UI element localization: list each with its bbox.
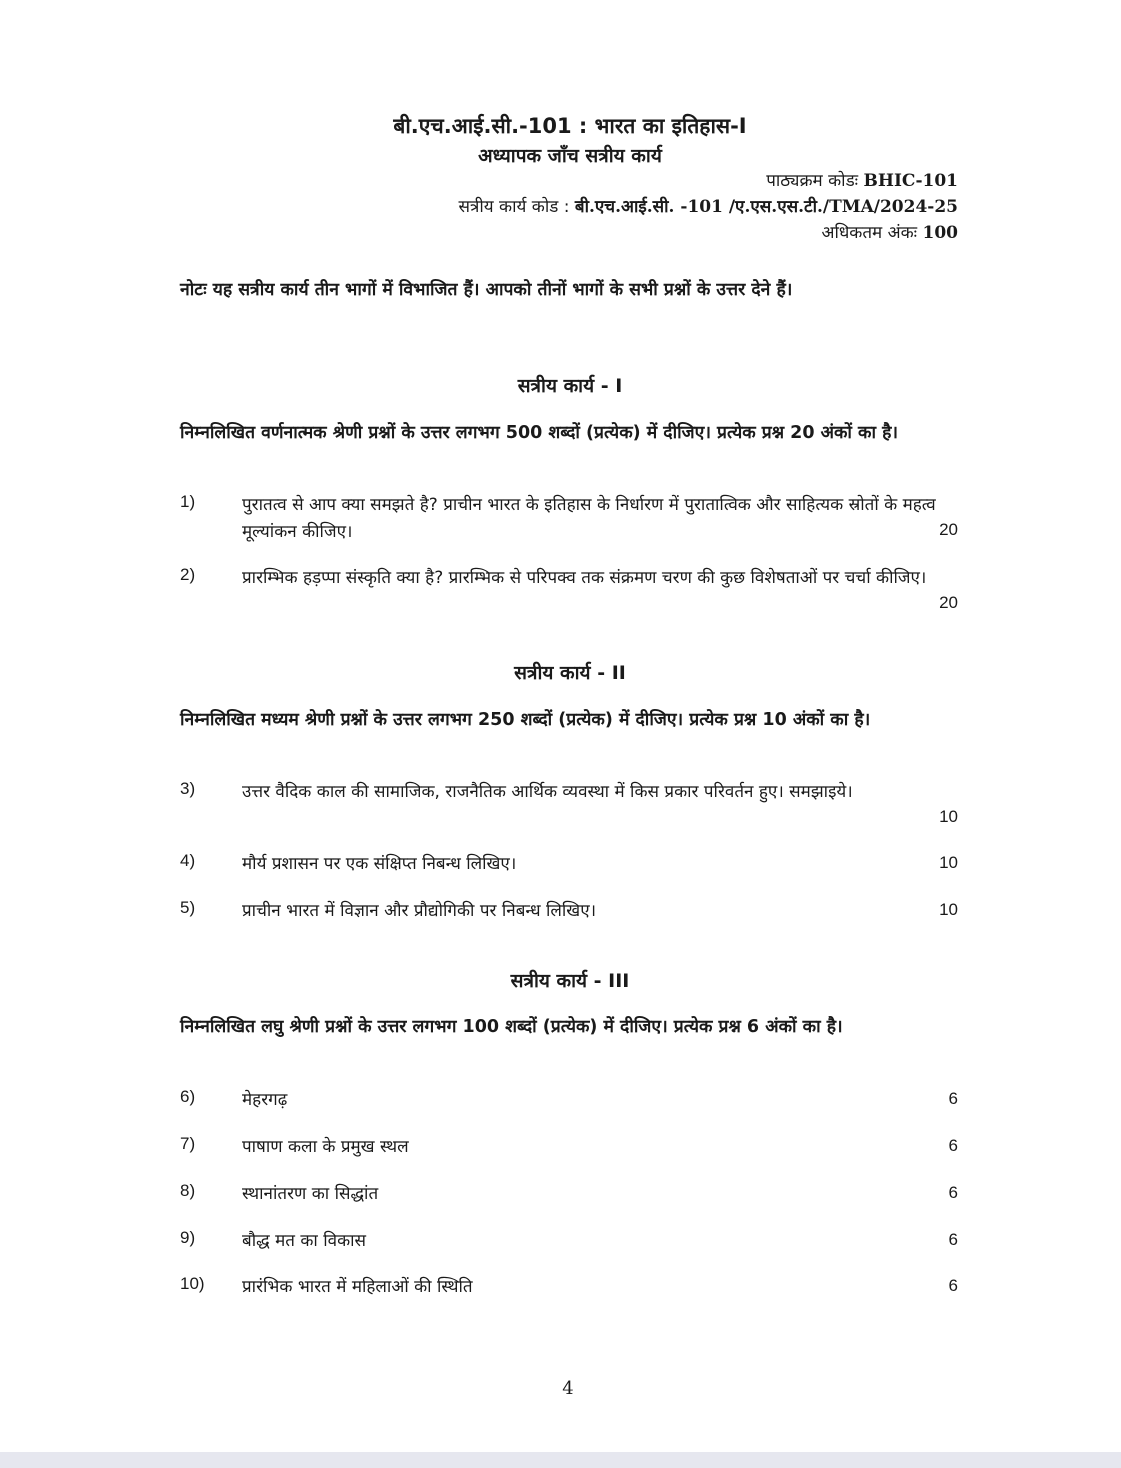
question-text: पाषाण कला के प्रमुख स्थल (242, 1137, 409, 1157)
section-heading-3: सत्रीय कार्य - III (510, 970, 630, 992)
question-marks: 6 (948, 1136, 958, 1155)
question-marks: 10 (939, 853, 958, 872)
section-instruction-2: निम्नलिखित मध्यम श्रेणी प्रश्नों के उत्तर लगभग 250 शब्दों (प्रत्येक) में दीजिए। प्रत्येक प्रश्न 10 अंकों का है। (180, 710, 871, 730)
question-text: बौद्ध मत का विकास (242, 1231, 367, 1251)
question-number: 7) (180, 1134, 196, 1153)
course-code-line (766, 168, 958, 191)
question-text: उत्तर वैदिक काल की सामाजिक, राजनैतिक आर्थिक व्यवस्था में किस प्रकार परिवर्तन हुए। समझाइये। (242, 782, 853, 802)
section-heading-2: सत्रीय कार्य - II (514, 662, 626, 684)
note: नोटः यह सत्रीय कार्य तीन भागों में विभाजित हैं। आपको तीनों भागों के सभी प्रश्नों के उत्तर देने हैं। (180, 280, 793, 300)
question-number: 10) (180, 1274, 205, 1293)
assignment-code-line (459, 194, 958, 217)
question-text: स्थानांतरण का सिद्धांत (242, 1184, 379, 1204)
assignment-code-label: सत्रीय कार्य कोड : (458, 197, 570, 217)
question-text: प्रारंभिक भारत में महिलाओं की स्थिति (242, 1277, 473, 1297)
page-number: 4 (562, 1378, 574, 1399)
question-marks: 10 (939, 807, 958, 826)
course-code: BHIC-101 (863, 171, 958, 191)
viewer-bottom-strip (0, 1452, 1121, 1468)
question-number: 6) (180, 1087, 196, 1106)
paper-subtitle: अध्यापक जाँच सत्रीय कार्य (478, 145, 662, 167)
question-number: 2) (180, 565, 196, 584)
question-number: 8) (180, 1181, 196, 1200)
question-marks: 6 (948, 1183, 958, 1202)
assignment-code: बी.एच.आई.सी. -101 /ए.एस.एस.टी./TMA/2024-25 (574, 197, 958, 217)
question-text: मौर्य प्रशासन पर एक संक्षिप्त निबन्ध लिखिए। (242, 854, 517, 874)
question-text: पुरातत्व से आप क्या समझते है? प्राचीन भारत के इतिहास के निर्धारण में पुरातात्विक और साहित्यक स्रोतों के महत्व मूल्यांकन कीजिए। (242, 495, 936, 542)
question-number: 1) (180, 492, 196, 511)
question-text: मेहरगढ़ (242, 1090, 288, 1110)
question-marks: 6 (948, 1276, 958, 1295)
section-heading-1: सत्रीय कार्य - I (517, 375, 623, 397)
question-marks: 10 (939, 900, 958, 919)
question-marks: 20 (939, 593, 958, 612)
question-marks: 20 (939, 520, 958, 539)
question-number: 9) (180, 1228, 196, 1247)
question-text: प्राचीन भारत में विज्ञान और प्रौद्योगिकी पर निबन्ध लिखिए। (242, 901, 597, 921)
section-instruction-1: निम्नलिखित वर्णनात्मक श्रेणी प्रश्नों के उत्तर लगभग 500 शब्दों (प्रत्येक) में दीजिए। प्रत्येक प्रश्न 20 अंकों का है। (180, 423, 899, 443)
question-text: प्रारम्भिक हड़प्पा संस्कृति क्या है? प्रारम्भिक से परिपक्व तक संक्रमण चरण की कुछ विशेषताओं पर चर्चा कीजिए। (242, 568, 927, 588)
question-number: 5) (180, 898, 196, 917)
max-marks-line (821, 220, 958, 243)
section-instruction-3: निम्नलिखित लघु श्रेणी प्रश्नों के उत्तर लगभग 100 शब्दों (प्रत्येक) में दीजिए। प्रत्येक प्रश्न 6 अंकों का है। (180, 1017, 843, 1037)
question-marks: 6 (948, 1230, 958, 1249)
paper-title: बी.एच.आई.सी.-101 : भारत का इतिहास-I (393, 114, 747, 138)
question-marks: 6 (948, 1089, 958, 1108)
question-number: 3) (180, 779, 196, 798)
course-code-label: पाठ्यक्रम कोडः (766, 171, 859, 191)
question-number: 4) (180, 851, 196, 870)
max-marks: 100 (922, 223, 958, 243)
max-marks-label: अधिकतम अंकः (821, 223, 918, 243)
